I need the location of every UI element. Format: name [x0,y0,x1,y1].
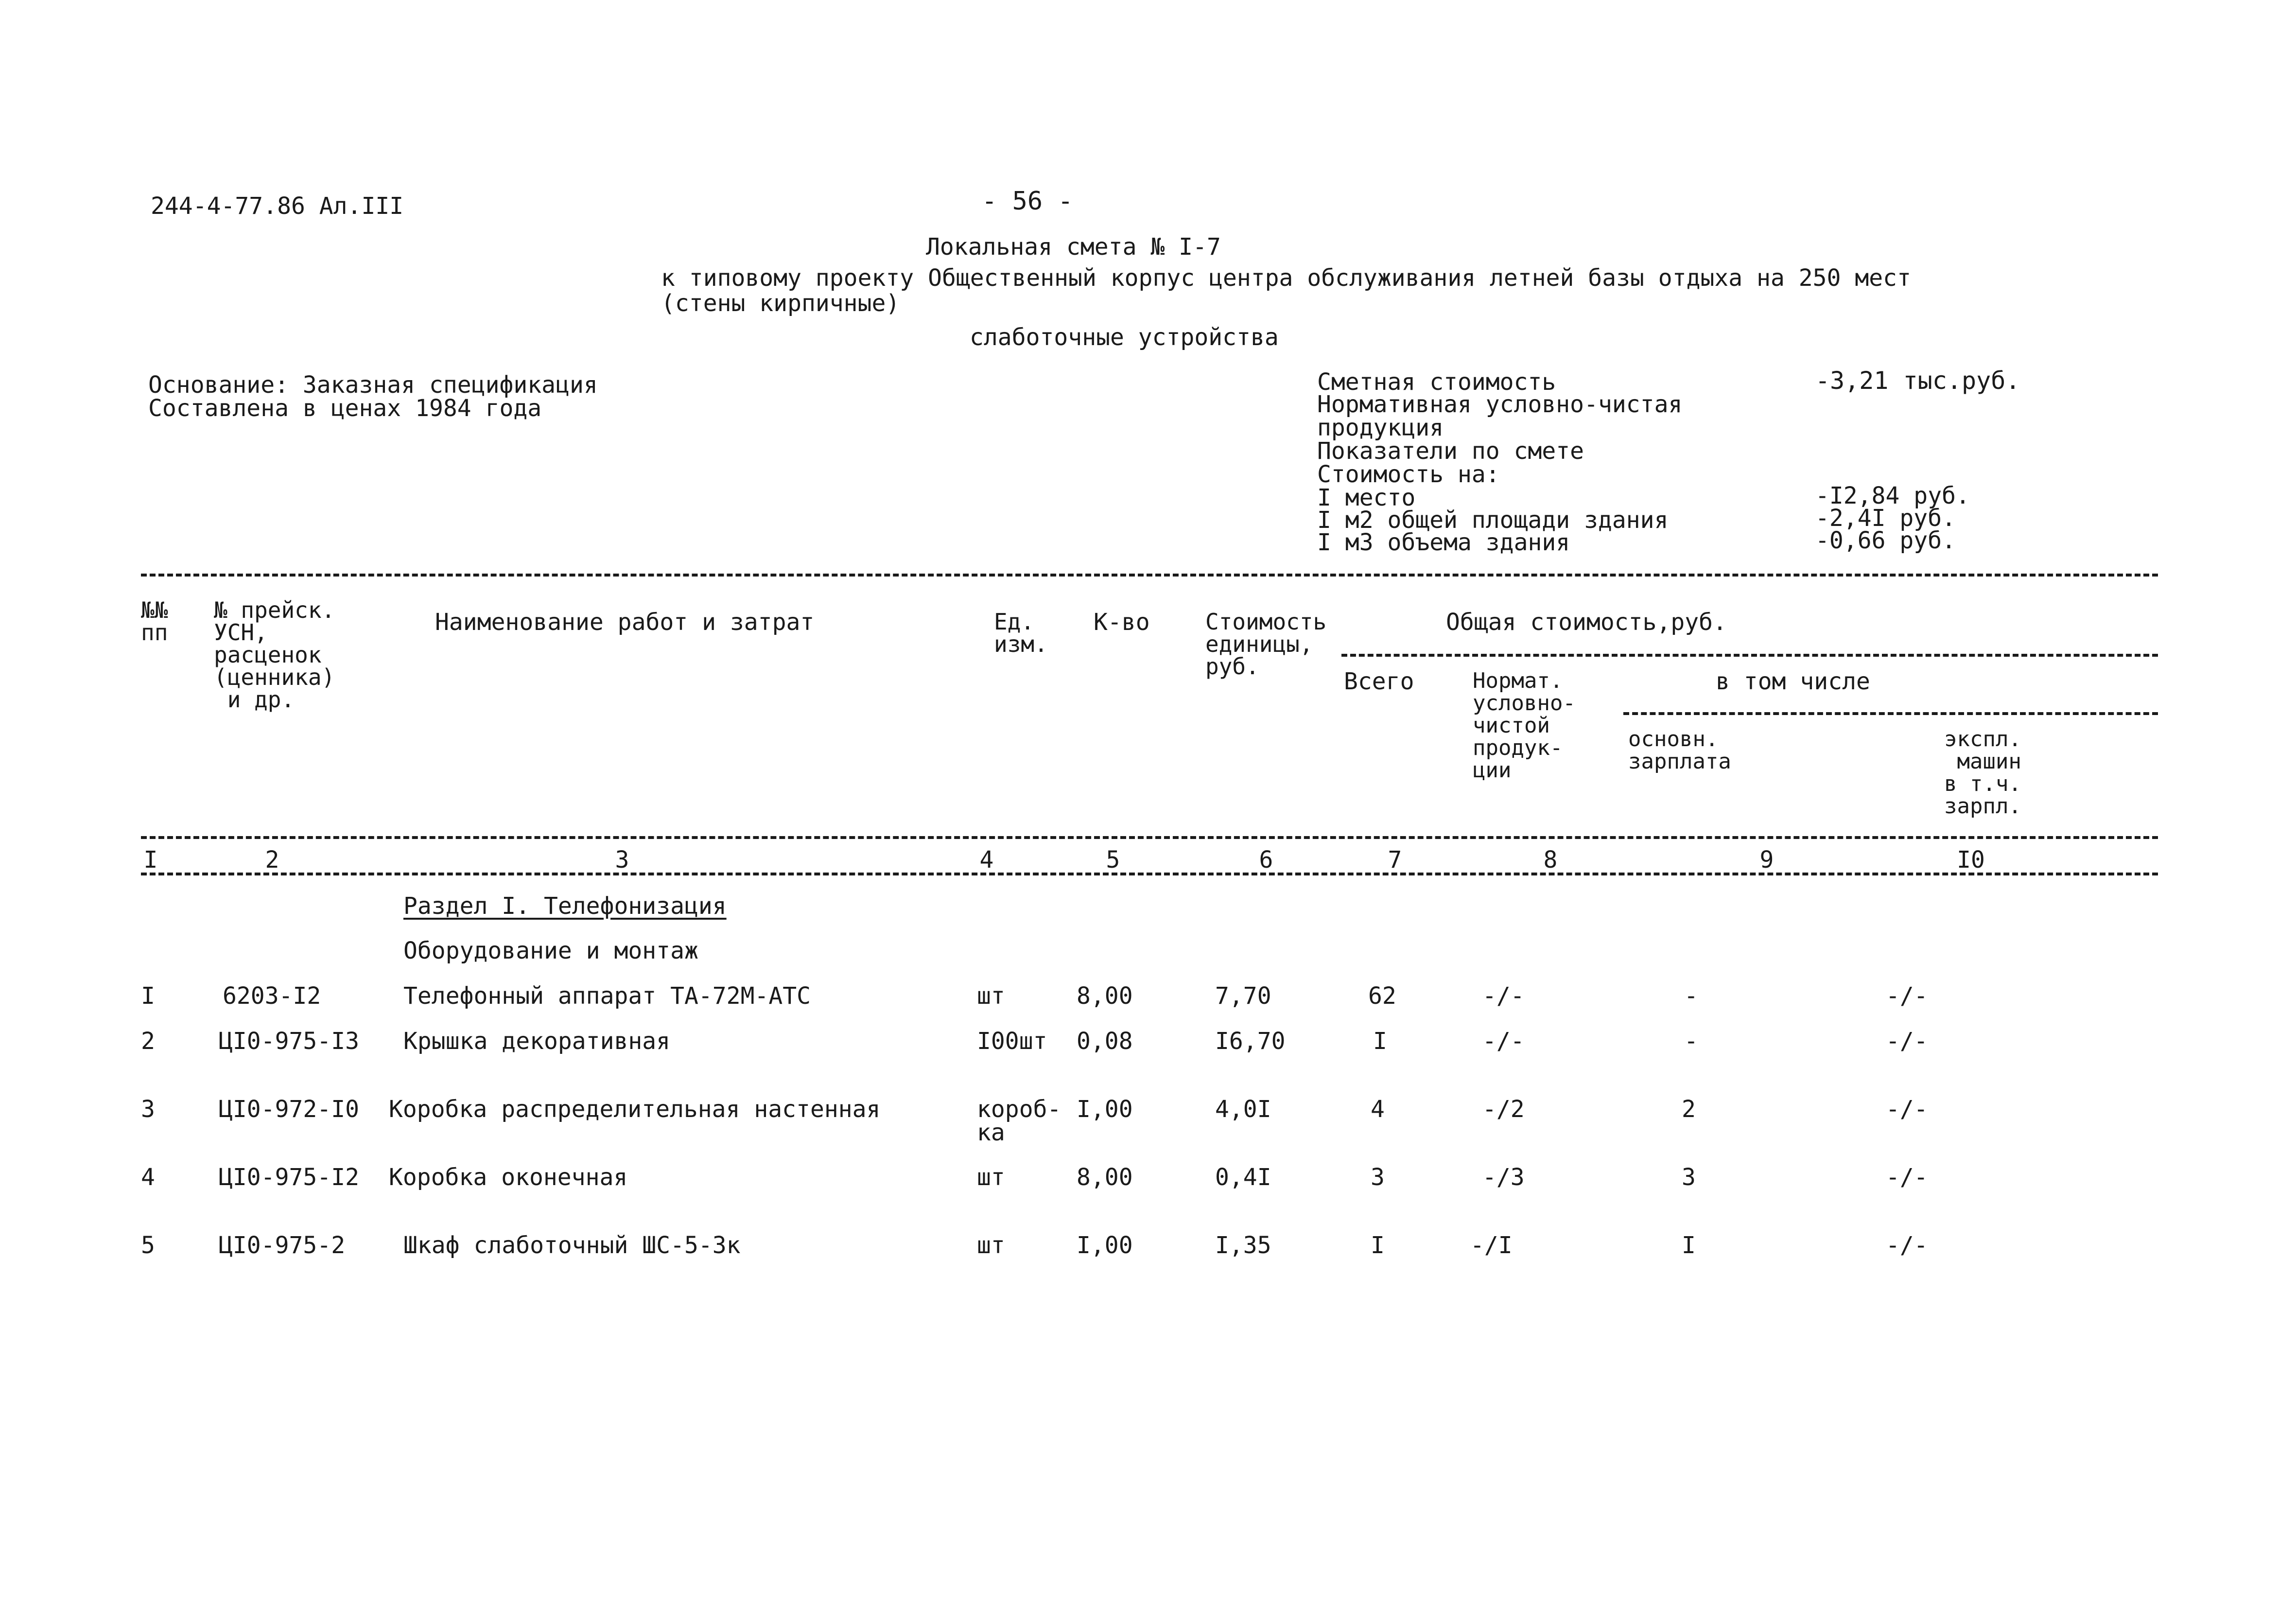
row-machines: -/- [1886,1096,1928,1123]
col-header-total-group: Общая стоимость,руб. [1446,609,1727,636]
col-header-unit-cost: Стоимость единицы, руб. [1205,609,1327,680]
row-machines: -/- [1886,1028,1928,1055]
row-name: Коробка оконечная [389,1164,628,1191]
column-number: 7 [1388,846,1402,874]
column-number: I [143,846,158,874]
subsection-title: Оборудование и монтаж [403,937,698,964]
row-machines: -/- [1886,982,1928,1010]
row-quantity: 8,00 [1077,982,1133,1010]
row-unit-continuation: ка [977,1119,1005,1146]
row-name: Коробка распределительная настенная [389,1096,881,1123]
per-place-label: I место [1317,484,1416,511]
row-number: 5 [141,1232,155,1259]
column-number: 9 [1759,846,1774,874]
row-salary: I [1682,1232,1696,1259]
row-machines: -/- [1886,1164,1928,1191]
estimate-subtitle-walls: (стены кирпичные) [661,290,900,317]
estimate-subtitle: к типовому проекту Общественный корпус центра обслуживания летней базы отдыха на 250 мест [661,264,1911,292]
estimate-title: Локальная смета № I-7 [926,233,1221,261]
row-unit: шт [977,1232,1005,1259]
estimated-cost-label: Сметная стоимость [1317,368,1556,396]
row-salary: 2 [1682,1096,1696,1123]
row-unit: шт [977,982,1005,1010]
row-normative: -/2 [1482,1096,1525,1123]
row-number: 3 [141,1096,155,1123]
normative-label-cont: продукция [1317,414,1444,441]
row-normative: -/- [1482,1028,1525,1055]
col-header-quantity: К-во [1094,609,1150,636]
row-unit-cost: I,35 [1215,1232,1271,1259]
estimated-cost-value: -3,21 тыс.руб. [1815,367,2020,395]
row-quantity: I,00 [1077,1232,1133,1259]
row-price-code: 6203-I2 [223,982,321,1010]
row-name: Крышка декоративная [403,1028,671,1055]
row-quantity: 0,08 [1077,1028,1133,1055]
row-price-code: ЦI0-975-I3 [219,1028,359,1055]
column-number: 8 [1543,846,1558,874]
row-salary: - [1684,1028,1698,1055]
row-unit: шт [977,1164,1005,1191]
row-salary: - [1684,982,1698,1010]
row-normative: -/- [1482,982,1525,1010]
col-header-unit: Ед. изм. [994,609,1048,657]
col-header-name: Наименование работ и затрат [435,609,815,636]
row-normative: -/3 [1482,1164,1525,1191]
normative-label: Нормативная условно-чистая [1317,391,1683,418]
column-numbers-rule [141,873,2158,875]
row-quantity: 8,00 [1077,1164,1133,1191]
column-number: 4 [979,846,994,874]
basis-line: Основание: Заказная спецификация [148,371,598,399]
col-header-price-code: № прейск. УСН, расценок (ценника) и др. [214,597,335,713]
document-code: 244-4-77.86 Ал.III [151,192,404,220]
row-unit-cost: 4,0I [1215,1096,1271,1123]
row-number: 2 [141,1028,155,1055]
section-name: слаботочные устройства [970,324,1279,351]
per-m3-value: -0,66 руб. [1815,527,1956,554]
per-m3-label: I м3 объема здания [1317,529,1570,556]
col-header-machines: экспл. машин в т.ч. зарпл. [1944,727,2021,819]
row-quantity: I,00 [1077,1096,1133,1123]
column-number: 3 [615,846,629,874]
col-header-normative: Нормат. условно- чистой продук- ции [1473,668,1576,783]
header-bottom-rule [141,836,2158,839]
per-m2-value: -2,4I руб. [1815,505,1956,532]
col-header-number: №№ пп [141,597,168,646]
row-total: I [1373,1028,1387,1055]
col-header-salary: основн. зарплата [1628,727,1731,774]
row-unit-cost: 0,4I [1215,1164,1271,1191]
row-total: 4 [1371,1096,1385,1123]
col-header-including: в том числе [1716,668,1870,695]
price-base-line: Составлена в ценах 1984 года [148,395,542,422]
row-unit-cost: 7,70 [1215,982,1271,1010]
row-number: 4 [141,1164,155,1191]
row-salary: 3 [1682,1164,1696,1191]
row-machines: -/- [1886,1232,1928,1259]
column-number: 2 [265,846,279,874]
row-normative: -/I [1470,1232,1513,1259]
col-header-total: Всего [1344,668,1414,695]
row-price-code: ЦI0-975-2 [219,1232,346,1259]
row-unit-cost: I6,70 [1215,1028,1286,1055]
column-number: I0 [1957,846,1985,874]
indicators-label: Показатели по смете [1317,437,1584,465]
incl-group-rule [1623,712,2158,715]
row-total: 3 [1371,1164,1385,1191]
total-group-rule [1341,654,2158,657]
cost-per-label: Стоимость на: [1317,461,1500,488]
row-total: I [1371,1232,1385,1259]
row-total: 62 [1368,982,1396,1010]
row-name: Телефонный аппарат ТА-72М-АТС [403,982,811,1010]
row-unit: I00шт [977,1028,1047,1055]
row-price-code: ЦI0-972-I0 [219,1096,359,1123]
row-price-code: ЦI0-975-I2 [219,1164,359,1191]
section-title: Раздел I. Телефонизация [403,892,727,920]
row-unit: короб- [977,1096,1061,1123]
column-number: 5 [1106,846,1120,874]
page-number: - 56 - [982,187,1073,216]
column-number: 6 [1259,846,1273,874]
per-m2-label: I м2 общей площади здания [1317,507,1669,534]
table-top-rule [141,574,2158,577]
per-place-value: -I2,84 руб. [1815,482,1970,509]
row-number: I [141,982,155,1010]
row-name: Шкаф слаботочный ШС-5-3к [403,1232,741,1259]
